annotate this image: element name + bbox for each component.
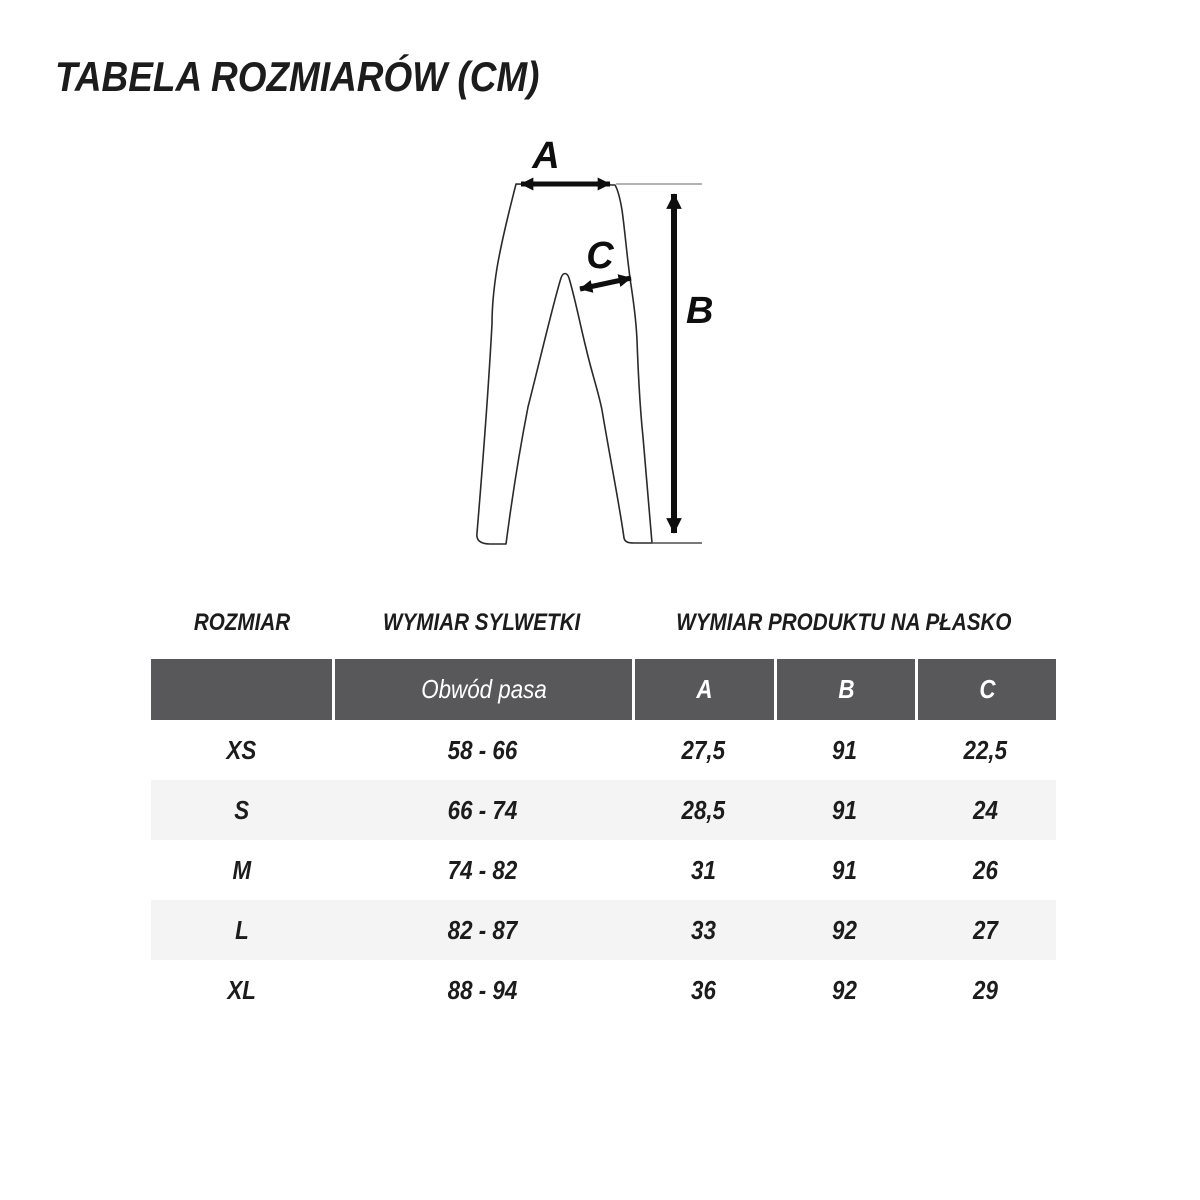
measure-c-cell	[915, 900, 1056, 960]
c-value: 26	[973, 854, 998, 885]
label-c: C	[586, 235, 614, 277]
header-waist-label: Obwód pasa	[420, 674, 547, 704]
b-value: 92	[832, 974, 857, 1005]
size-table	[151, 659, 1056, 1020]
label-a: A	[532, 135, 560, 177]
a-value: 33	[690, 914, 716, 945]
waist-value: 82 - 87	[447, 914, 517, 945]
measure-a-cell	[632, 960, 774, 1020]
waist-range-cell	[332, 840, 632, 900]
waist-value: 88 - 94	[447, 974, 517, 1005]
header-size-cell	[151, 659, 332, 720]
waist-value: 58 - 66	[447, 734, 517, 765]
measure-a-cell	[632, 720, 774, 780]
measure-c-cell	[915, 720, 1056, 780]
size-value: S	[234, 794, 249, 825]
pants-outline	[477, 184, 652, 544]
waist-range-cell	[332, 960, 632, 1020]
size-value: XL	[227, 974, 256, 1005]
measure-b-cell	[774, 900, 915, 960]
measure-b-cell	[774, 960, 915, 1020]
size-cell	[151, 960, 332, 1020]
pants-measurement-diagram	[440, 128, 770, 578]
b-value: 92	[832, 914, 857, 945]
waist-value: 74 - 82	[447, 854, 517, 885]
a-value: 27,5	[681, 734, 725, 765]
c-value: 22,5	[963, 734, 1008, 765]
measure-b-cell	[774, 780, 915, 840]
c-value: 27	[973, 914, 998, 945]
header-col-c-label: C	[978, 674, 996, 704]
waist-value: 66 - 74	[447, 794, 517, 825]
page-title: TABELA ROZMIARÓW (CM)	[55, 53, 540, 100]
b-value: 91	[832, 854, 857, 885]
group-header-size-label: ROZMIAR	[193, 609, 290, 636]
header-col-b-label: B	[837, 674, 855, 704]
header-waist-cell	[332, 659, 632, 720]
measure-a-cell	[632, 900, 774, 960]
header-col-a	[632, 659, 774, 720]
size-value: M	[232, 854, 251, 885]
header-col-b	[774, 659, 915, 720]
b-value: 91	[832, 734, 857, 765]
measure-a-cell	[632, 780, 774, 840]
group-header-product-measure	[632, 604, 1056, 642]
header-col-a-label: A	[696, 674, 713, 704]
measure-b-cell	[774, 720, 915, 780]
group-header-product-label: WYMIAR PRODUKTU NA PŁASKO	[676, 609, 1012, 636]
size-cell	[151, 720, 332, 780]
table-group-headers	[151, 604, 1056, 642]
waist-range-cell	[332, 780, 632, 840]
size-cell	[151, 840, 332, 900]
a-value: 31	[690, 854, 716, 885]
size-value: L	[234, 914, 249, 945]
c-value: 29	[973, 974, 998, 1005]
measure-c-cell	[915, 840, 1056, 900]
group-header-size	[151, 604, 332, 642]
waist-range-cell	[332, 900, 632, 960]
b-value: 91	[832, 794, 857, 825]
header-col-c	[915, 659, 1056, 720]
measure-c-cell	[915, 780, 1056, 840]
group-header-body-measure	[332, 604, 632, 642]
group-header-body-label: WYMIAR SYLWETKI	[383, 609, 581, 636]
c-value: 24	[973, 794, 998, 825]
measure-a-cell	[632, 840, 774, 900]
waist-range-cell	[332, 720, 632, 780]
measure-c-cell	[915, 960, 1056, 1020]
size-cell	[151, 780, 332, 840]
a-value: 28,5	[681, 794, 725, 825]
size-cell	[151, 900, 332, 960]
a-value: 36	[690, 974, 716, 1005]
label-b: B	[686, 290, 714, 332]
size-value: XS	[226, 734, 257, 765]
measure-b-cell	[774, 840, 915, 900]
